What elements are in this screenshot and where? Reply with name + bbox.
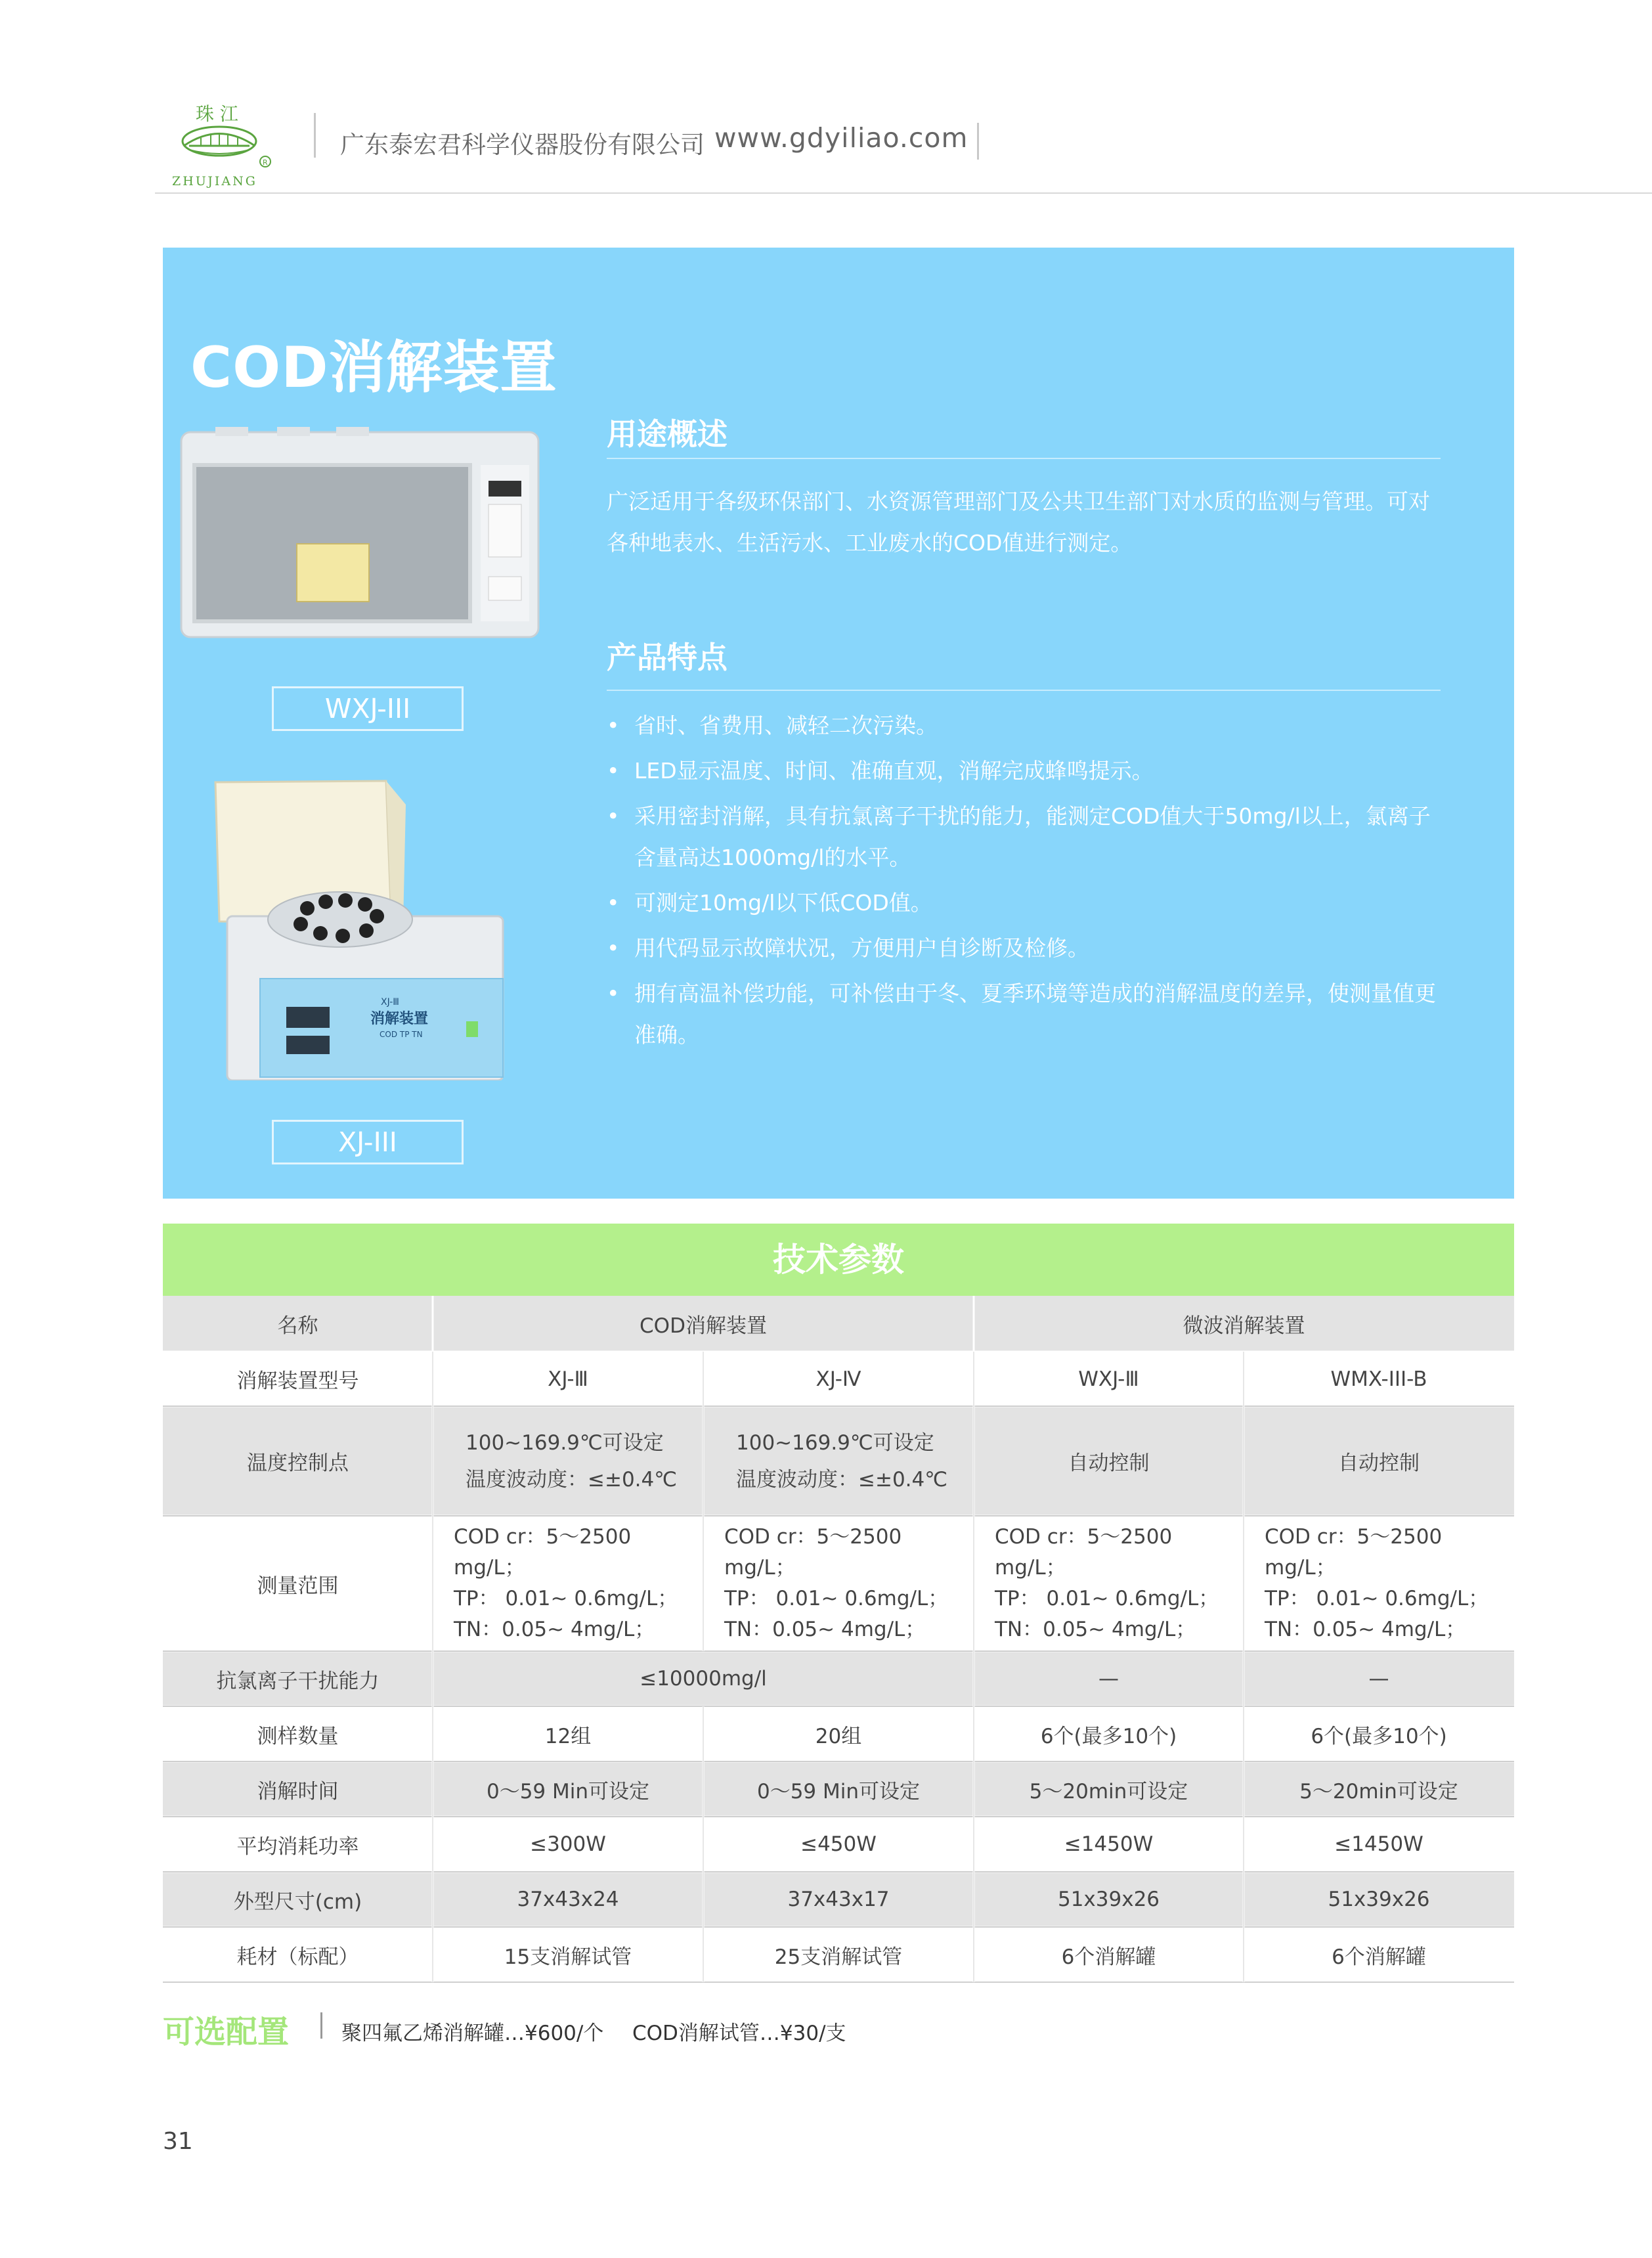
model-label-xj: XJ-III — [272, 1120, 464, 1164]
table-header-microwave: 微波消解装置 — [1183, 1314, 1305, 1338]
features-heading: 产品特点 — [607, 640, 728, 675]
header-divider-right — [977, 123, 979, 160]
temp-cell: 自动控制 — [1068, 1451, 1150, 1475]
table-cell: 6个消解罐 — [1061, 1945, 1156, 1969]
table-cell: 20组 — [815, 1724, 862, 1748]
row-label-temp: 温度控制点 — [247, 1451, 349, 1475]
website-link[interactable]: www.gdyiliao.com — [714, 122, 968, 154]
company-name: 广东泰宏君科学仪器股份有限公司 — [340, 131, 705, 159]
table-cell: 37x43x17 — [787, 1888, 890, 1911]
header-rule — [155, 192, 1652, 194]
range-cell: COD cr：5～2500 mg/L； TP： 0.01~ 0.6mg/L； TN：0.05~ 4mg/L； — [724, 1525, 949, 1641]
table-cell: ≤1450W — [1064, 1832, 1154, 1856]
page-number: 31 — [163, 2128, 193, 2155]
feature-item: • 拥有高温补偿功能，可补偿由于冬、夏季环境等造成的消解温度的差异，使测量值更准确。 — [607, 981, 1436, 1048]
table-cell: 25支消解试管 — [774, 1945, 903, 1969]
row-label-chloride: 抗氯离子干扰能力 — [216, 1669, 380, 1693]
option-item-cod-tube: COD消解试管…¥30/支 — [632, 2022, 846, 2045]
table-cell: 6个(最多10个) — [1311, 1724, 1447, 1748]
table-cell: 5～20min可设定 — [1299, 1779, 1458, 1804]
usage-heading: 用途概述 — [607, 416, 728, 452]
range-cell: COD cr：5～2500 mg/L； TP： 0.01~ 0.6mg/L； TN：0.05~ 4mg/L； — [1265, 1525, 1489, 1641]
logo-english-text: ZHUJIANG — [172, 174, 257, 188]
block-digester-image — [209, 778, 524, 1080]
table-cell: 0～59 Min可设定 — [486, 1779, 650, 1804]
table-title-bar — [163, 1224, 1514, 1296]
row-label: 外型尺寸(cm) — [233, 1890, 362, 1914]
spec-table — [163, 1296, 1514, 1983]
feature-item: • LED显示温度、时间、准确直观，消解完成蜂鸣提示。 — [607, 758, 1154, 784]
model-cell: WMX-III-B — [1330, 1367, 1427, 1391]
svg-text:R: R — [263, 158, 268, 167]
feature-item: • 采用密封消解，具有抗氯离子干扰的能力，能测定COD值大于50mg/l以上，氯离子含量高达1000mg/l的水平。 — [607, 803, 1431, 870]
table-header-name: 名称 — [277, 1314, 318, 1338]
device-panel-sub: COD TP TN — [380, 1030, 423, 1039]
microwave-digester-image — [179, 426, 541, 642]
options-heading: 可选配置 — [163, 2014, 290, 2050]
table-cell: ≤300W — [530, 1832, 606, 1856]
feature-item: • 省时、省费用、减轻二次污染。 — [607, 713, 938, 738]
table-cell: 6个(最多10个) — [1040, 1724, 1177, 1748]
row-label: 测样数量 — [257, 1724, 339, 1748]
row-label: 平均消耗功率 — [236, 1834, 359, 1859]
table-cell: 5～20min可设定 — [1029, 1779, 1188, 1804]
usage-rule — [607, 458, 1441, 459]
feature-item: • 用代码显示故障状况，方便用户自诊断及检修。 — [607, 935, 1089, 961]
temp-cell: 自动控制 — [1338, 1451, 1420, 1475]
table-cell: 37x43x24 — [517, 1888, 619, 1911]
device-panel-model: XJ-Ⅲ — [381, 997, 399, 1007]
table-header-cod: COD消解装置 — [640, 1314, 767, 1338]
range-cell: COD cr：5～2500 mg/L； TP： 0.01~ 0.6mg/L； TN：0.05~ 4mg/L； — [995, 1525, 1219, 1641]
range-cell: COD cr：5～2500 mg/L； TP： 0.01~ 0.6mg/L； TN：0.05~ 4mg/L； — [454, 1525, 678, 1641]
option-item-ptfe-vessel: 聚四氟乙烯消解罐…¥600/个 — [341, 2022, 604, 2045]
page-title: COD消解装置 — [190, 335, 557, 401]
model-cell: XJ-Ⅲ — [548, 1367, 588, 1391]
table-cell: ≤1450W — [1334, 1832, 1424, 1856]
model-cell: XJ-Ⅳ — [815, 1367, 861, 1391]
chloride-cell: — — [1368, 1667, 1389, 1691]
table-cell: 6个消解罐 — [1332, 1945, 1426, 1969]
header-divider — [314, 113, 316, 158]
row-label: 耗材（标配） — [236, 1945, 359, 1969]
table-cell: 51x39x26 — [1328, 1888, 1430, 1911]
table-cell: 0～59 Min可设定 — [756, 1779, 921, 1804]
logo-chinese-text: 珠 江 — [196, 103, 238, 125]
table-cell: ≤450W — [800, 1832, 877, 1856]
temp-cell: 100~169.9℃可设定 温度波动度：≤±0.4℃ — [736, 1430, 948, 1492]
model-label-wxj: WXJ-III — [272, 686, 464, 731]
row-label-models: 消解装置型号 — [236, 1369, 359, 1393]
chloride-cell: ≤10000mg/l — [640, 1667, 767, 1691]
temp-cell: 100~169.9℃可设定 温度波动度：≤±0.4℃ — [466, 1430, 678, 1492]
company-logo — [155, 99, 286, 190]
table-cell: 15支消解试管 — [504, 1945, 632, 1969]
usage-text: 广泛适用于各级环保部门、水资源管理部门及公共卫生部门对水质的监测与管理。可对各种地表水、生活污水、工业废水的COD值进行测定。 — [607, 489, 1430, 556]
table-title: 技术参数 — [773, 1241, 904, 1279]
table-cell: 51x39x26 — [1057, 1888, 1160, 1911]
row-label-range: 测量范围 — [257, 1574, 339, 1598]
features-rule — [607, 690, 1441, 691]
table-cell: 12组 — [544, 1724, 592, 1748]
options-divider — [320, 2012, 322, 2039]
chloride-cell: — — [1098, 1667, 1119, 1691]
feature-item: • 可测定10mg/l以下低COD值。 — [607, 890, 932, 916]
device-panel-name: 消解装置 — [370, 1011, 429, 1027]
row-label: 消解时间 — [257, 1779, 339, 1804]
model-cell: WXJ-Ⅲ — [1078, 1367, 1139, 1391]
